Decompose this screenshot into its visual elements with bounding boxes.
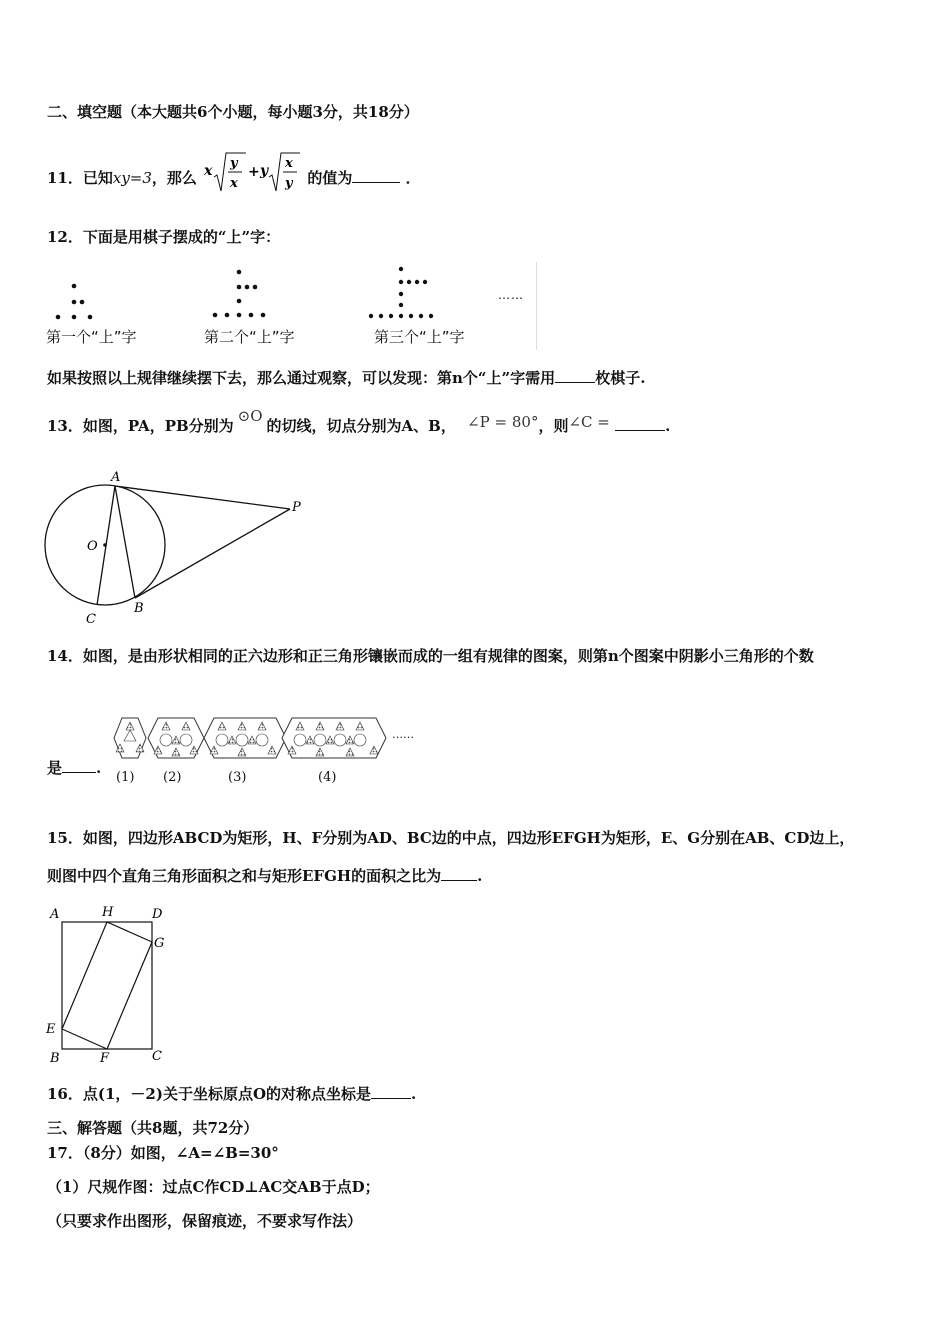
question-13 <box>47 407 671 436</box>
q15-label-g: G <box>154 936 165 951</box>
q12-caption-2: 第二个“上”字 <box>204 328 295 346</box>
q12-followup <box>47 368 645 388</box>
question-15-line-1: 15．如图，四边形ABCD为矩形，H、F分别为AD、BC边的中点，四边形EFGH为矩形，E、G分别在AB、CD边上， <box>47 829 855 847</box>
q12-answer-blank[interactable] <box>555 382 595 383</box>
q13-angle-p: ∠P = 80° <box>467 413 539 431</box>
q13-label-a: A <box>111 470 121 485</box>
q12-caption-1: 第一个“上”字 <box>46 328 137 346</box>
q15-label-b: B <box>50 1051 60 1066</box>
q15-label-c: C <box>152 1049 162 1064</box>
q14-n: n <box>607 647 619 665</box>
q14-caption-3: (3) <box>228 770 247 785</box>
q17-part-1-note: （只要求作出图形，保留痕迹，不要求写作法） <box>47 1212 363 1230</box>
q11-answer-blank[interactable] <box>352 182 400 183</box>
q13-label-p: P <box>292 500 301 515</box>
q12-ellipsis: …… <box>498 288 524 302</box>
q13-text-a: 13．如图，PA，PB分别为 <box>47 417 234 435</box>
q14-pattern-3 <box>204 718 286 758</box>
q15-label-d: D <box>152 907 163 922</box>
q14-text-a: 14．如图，是由形状相同的正六边形和正三角形镶嵌而成的一组有规律的图案，则第 <box>47 647 608 665</box>
q12-caption-3: 第三个“上”字 <box>374 328 465 346</box>
q13-chord-ab <box>115 486 135 598</box>
q13-answer-blank[interactable] <box>615 430 665 431</box>
q15-label-e: E <box>46 1022 56 1037</box>
q11-radical-svg <box>202 147 302 197</box>
q12-shang-2 <box>213 270 266 318</box>
q13-text-c: ，则 <box>538 417 569 435</box>
q13-figure <box>40 465 320 630</box>
section3-heading: 三、解答题（共8题，共72分） <box>47 1119 259 1137</box>
q14-ellipsis: …… <box>392 728 414 741</box>
q13-circle-o: ⊙O <box>237 407 263 425</box>
q11-end: ． <box>405 169 421 187</box>
section2-heading: 二、填空题（本大题共6个小题，每小题3分，共18分） <box>47 103 419 121</box>
q13-center-dot <box>103 543 107 547</box>
q14-caption-2: (2) <box>163 770 182 785</box>
q11-coef-x: x <box>204 163 213 179</box>
q14-text-b: 个图案中阴影小三角形的个数 <box>618 647 814 665</box>
q11-expression <box>202 156 302 191</box>
q12-figure <box>46 262 537 350</box>
q13-label-b: B <box>134 601 144 616</box>
question-14 <box>47 646 814 666</box>
q14-caption-4: (4) <box>318 770 337 785</box>
q11-num-x: x <box>285 156 293 171</box>
q11-condition: xy=3 <box>112 169 152 187</box>
q11-den-y: y <box>285 176 293 191</box>
q15-rect-abcd <box>62 922 152 1049</box>
q15-figure <box>40 902 180 1068</box>
q11-mid: ，那么 <box>151 169 197 187</box>
q14-pattern-2 <box>148 718 204 758</box>
q12-followup-c: 枚棋子. <box>595 369 646 387</box>
question-17: 17．（8分）如图，∠A=∠B=30° <box>47 1144 279 1162</box>
q15-label-f: F <box>100 1051 110 1066</box>
q13-label-o: O <box>87 539 98 554</box>
q11-num-y: y <box>230 156 238 171</box>
q13-end: . <box>665 417 671 435</box>
q13-text-b: 的切线，切点分别为A、B， <box>266 417 456 435</box>
q14-pattern-4 <box>282 718 386 758</box>
q16-end: . <box>411 1085 417 1103</box>
question-12: 12．下面是用棋子摆成的“上”字： <box>47 228 281 246</box>
q12-followup-a: 如果按照以上规律继续摆下去，那么通过观察，可以发现：第 <box>47 369 453 387</box>
q11-plus: + <box>248 164 260 180</box>
question-16 <box>47 1084 416 1104</box>
q11-number: 11．已知 <box>47 169 113 187</box>
q16-text: 16．点(1，－2)关于坐标原点O的对称点坐标是 <box>47 1085 372 1103</box>
q11-tail: 的值为 <box>307 169 353 187</box>
q17-part-1: （1）尺规作图：过点C作CD⊥AC交AB于点D； <box>47 1178 380 1196</box>
q16-answer-blank[interactable] <box>371 1098 411 1099</box>
q12-followup-n: n <box>452 369 463 387</box>
q12-shang-3 <box>369 267 433 318</box>
q15-rect-efgh <box>62 922 152 1049</box>
q14-answer-line <box>47 758 101 778</box>
q13-label-c: C <box>86 612 96 627</box>
q14-end: . <box>96 759 102 777</box>
q15-end: . <box>477 867 483 885</box>
q13-angle-c: ∠C = <box>568 413 610 431</box>
q12-followup-b: 个“上”字需用 <box>462 369 556 387</box>
q15-answer-blank[interactable] <box>441 880 477 881</box>
q11-den-x: x <box>230 176 238 191</box>
q14-caption-1: (1) <box>116 770 135 785</box>
question-15-line-2 <box>47 866 482 886</box>
q15-label-h: H <box>102 905 114 920</box>
q14-figure <box>108 714 438 766</box>
q14-is: 是 <box>47 759 63 777</box>
q13-tangent-pb <box>135 509 290 598</box>
q12-shang-1 <box>56 284 93 320</box>
q15-label-a: A <box>50 907 60 922</box>
q11-coef-y: y <box>260 163 269 179</box>
question-11 <box>47 156 421 191</box>
q15-text: 则图中四个直角三角形面积之和与矩形EFGH的面积之比为 <box>47 867 442 885</box>
q14-pattern-1 <box>114 718 146 758</box>
q14-answer-blank[interactable] <box>62 772 96 773</box>
